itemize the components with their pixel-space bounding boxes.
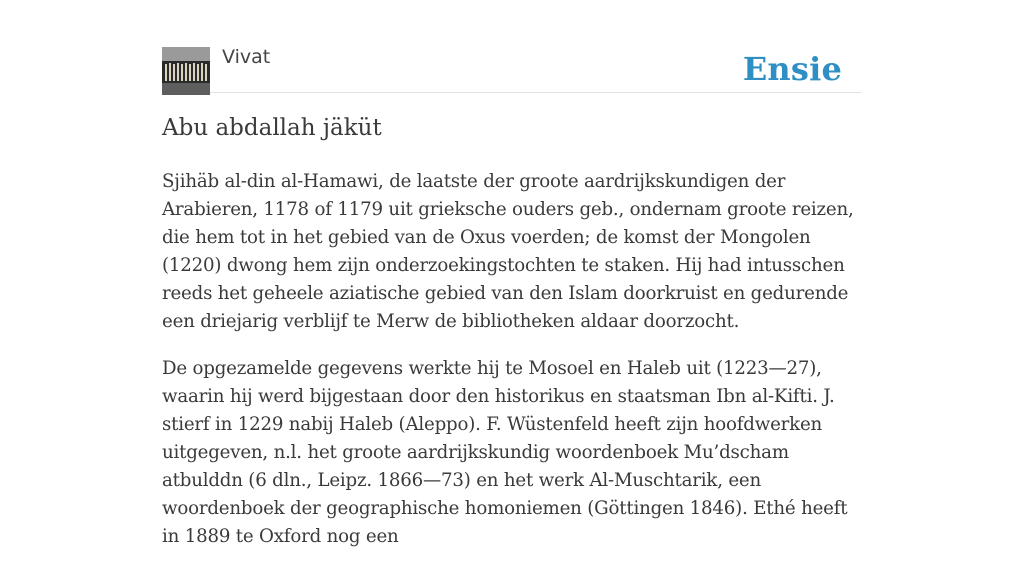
paragraph: Sjihäb al-din al-Hamawi, de laatste der groote aardrijkskundigen der Arabieren, 1178 of 1179 uit grieksche ouders geb., ondernam groote reizen, die hem tot in het gebied van de Oxus voerden; de komst der Mongolen (1220) dwong hem zijn onderzoekingstochten te staken. Hij had intusschen reeds het geheele aziatische gebied van den Islam doorkruist en gedurende een driejarig verblijf te Merw de bibliotheken aldaar doorzocht.: [162, 171, 854, 332]
brand-logo[interactable]: Ensie: [742, 50, 842, 88]
article-body: [162, 168, 862, 570]
bookshelf-avatar-icon: [162, 47, 210, 95]
page-title: Abu abdallah jäküt: [162, 115, 382, 141]
article-card: [162, 0, 862, 547]
paragraph: De opgezamelde gegevens werkte hij te Mosoel en Haleb uit (1223—27), waarin hij werd bijgestaan door den historikus en staatsman Ibn al-Kifti. J. stierf in 1229 nabij Haleb (Aleppo). F. Wüstenfeld heeft zijn hoofdwerken uitgegeven, n.l. het groote aardrijkskundig woordenboek Mu’dscham atbulddn (6 dln., Leipz. 1866—73) en het werk Al-Muschtarik, een woordenboek der geographische homoniemen (Göttingen 1846). Ethé heeft in 1889 te Oxford nog een: [162, 358, 848, 547]
header: [162, 0, 862, 93]
author-name[interactable]: Vivat: [222, 46, 271, 68]
author-avatar[interactable]: [162, 47, 210, 95]
